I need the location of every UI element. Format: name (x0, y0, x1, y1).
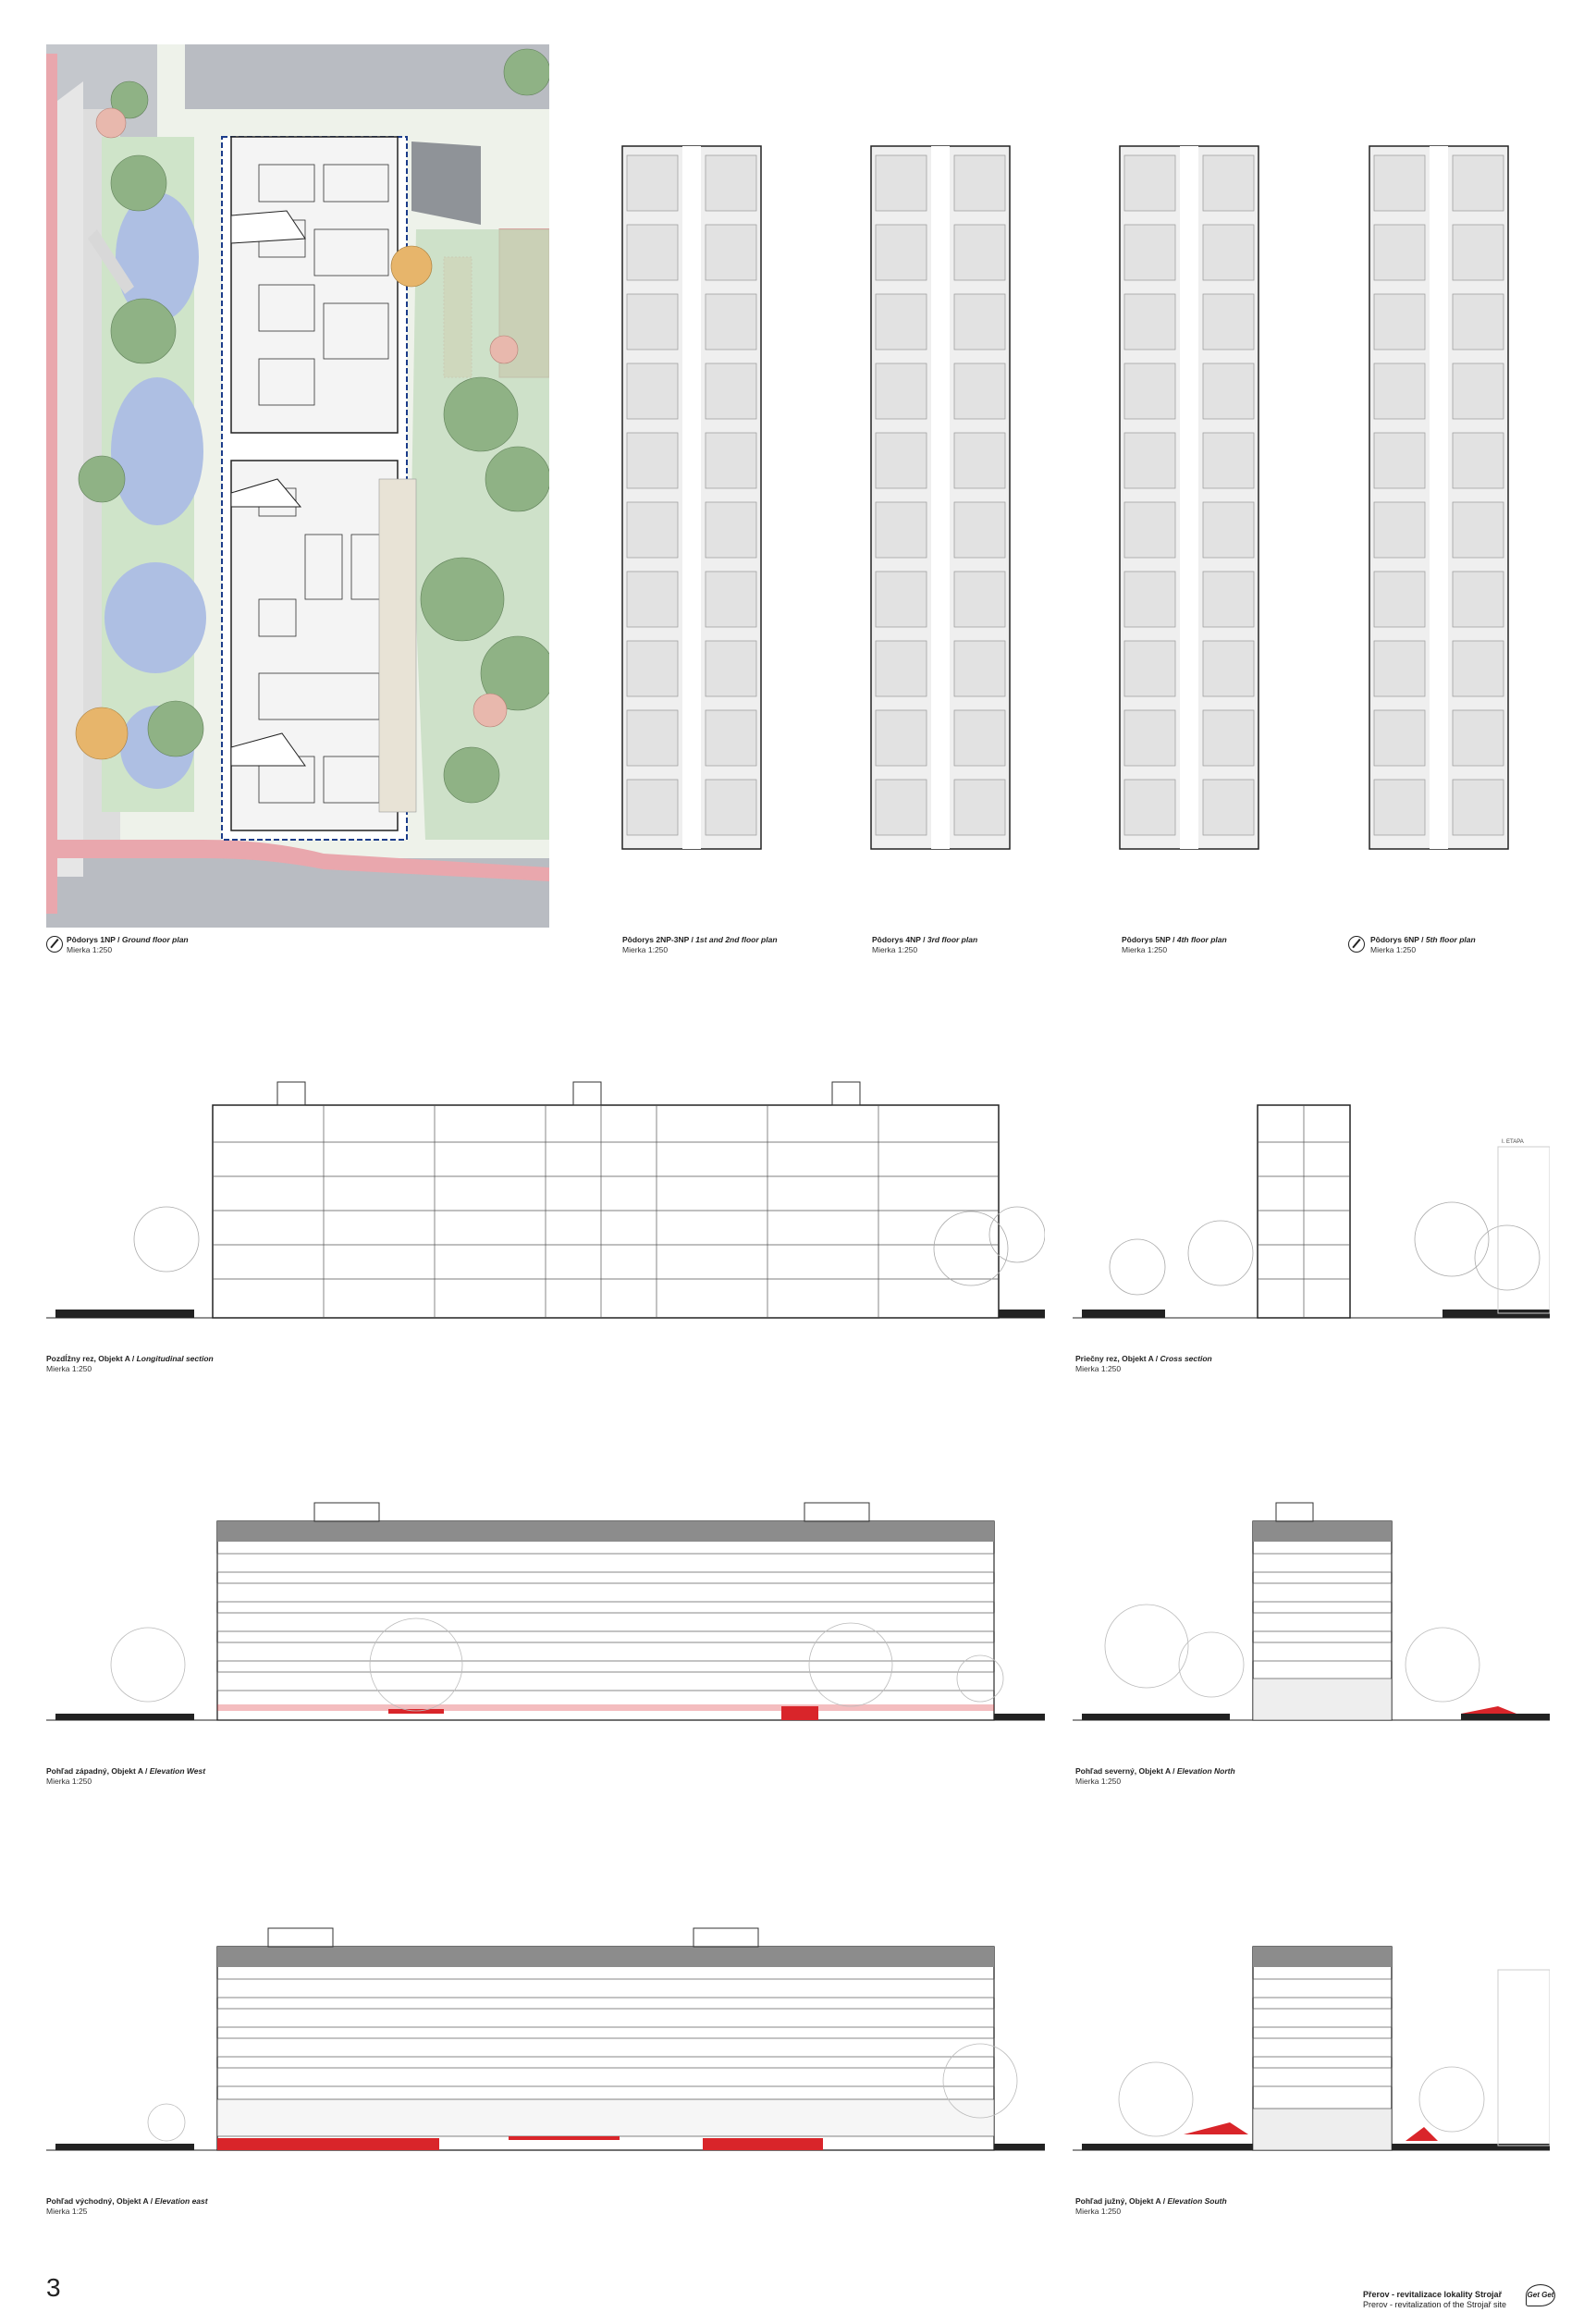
north-arrow-icon (46, 936, 63, 953)
north-arrow-icon (1348, 936, 1365, 953)
ground-floor-site-plan (46, 44, 549, 928)
floor-plan-2np-3np (618, 137, 766, 858)
floor-plan-5np (1115, 137, 1263, 858)
caption-longitudinal: Pozdĺžny rez, Objekt A / Longitudinal section Mierka 1:250 (46, 1354, 214, 1373)
caption-ground: Pôdorys 1NP / Ground floor plan Mierka 1:250 (67, 935, 189, 954)
caption-cross: Priečny rez, Objekt A / Cross section Mierka 1:250 (1075, 1354, 1212, 1373)
studio-logo-icon: Get Get (1526, 2284, 1555, 2306)
caption-south: Pohľad južný, Objekt A / Elevation South Mierka 1:250 (1075, 2196, 1227, 2216)
elevation-east (46, 1887, 1045, 2164)
caption-east: Pohľad východný, Objekt A / Elevation east Mierka 1:25 (46, 2196, 208, 2216)
longitudinal-section (46, 1073, 1045, 1350)
footer-title-cz: Přerov - revitalizace lokality Strojař (1363, 2290, 1503, 2299)
caption-4np: Pôdorys 4NP / 3rd floor plan Mierka 1:250 (872, 935, 978, 954)
elevation-south (1073, 1887, 1550, 2164)
caption-5np: Pôdorys 5NP / 4th floor plan Mierka 1:250 (1122, 935, 1227, 954)
caption-6np: Pôdorys 6NP / 5th floor plan Mierka 1:250 (1370, 935, 1476, 954)
project-footer (1363, 2290, 1506, 2310)
floor-plan-4np (866, 137, 1014, 858)
caption-north: Pohľad severný, Objekt A / Elevation North Mierka 1:250 (1075, 1766, 1235, 1786)
footer-title-en: Prerov - revitalization of the Strojař site (1363, 2300, 1507, 2309)
cross-section (1073, 1073, 1550, 1350)
etapa-label: I. ETAPA (1502, 1139, 1524, 1145)
floor-plan-6np (1365, 137, 1513, 858)
page-number: 3 (46, 2273, 61, 2302)
elevation-north (1073, 1480, 1550, 1757)
caption-2np-3np: Pôdorys 2NP-3NP / 1st and 2nd floor plan Mierka 1:250 (622, 935, 778, 954)
caption-west: Pohľad západný, Objekt A / Elevation West Mierka 1:250 (46, 1766, 206, 1786)
elevation-west (46, 1480, 1045, 1757)
